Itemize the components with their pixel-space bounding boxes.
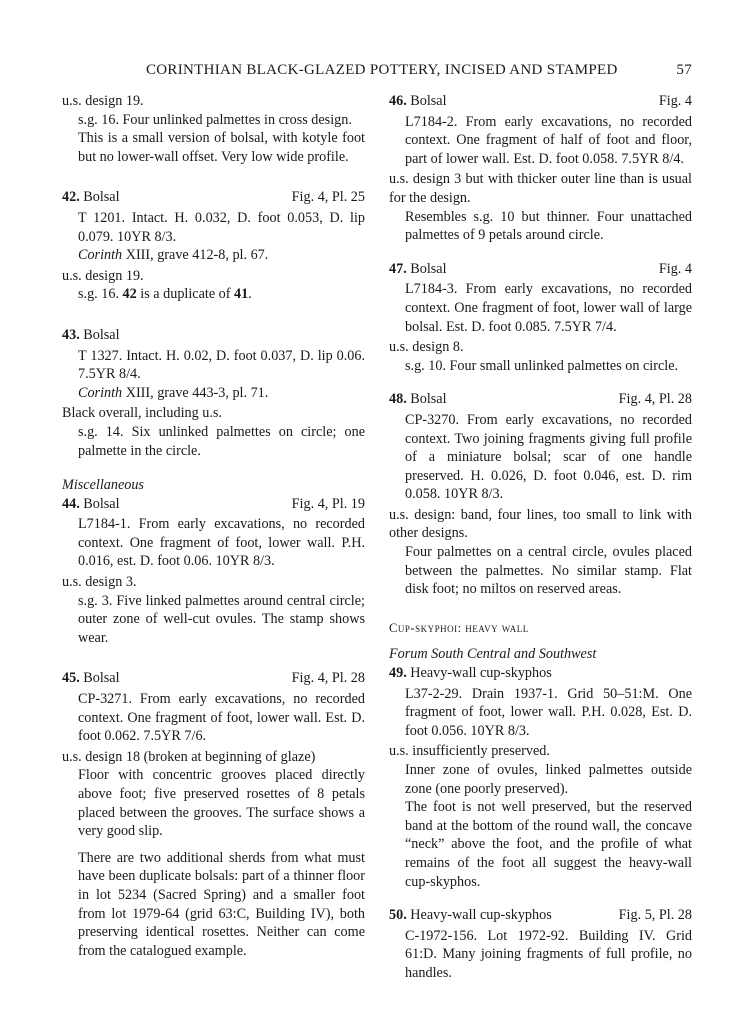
entry-42-pub-italic: Corinth xyxy=(78,247,123,264)
entry-49-desc: L37-2-29. Drain 1937-1. Grid 50–51:M. One fragment of foot, lower wall. P.H. 0.028, Est. D. foot 0.056. 10YR 8/3. xyxy=(405,685,692,739)
entry-45-us: u.s. design 18 (broken at beginning of glaze) xyxy=(62,748,316,765)
entry-44-title: Bolsal xyxy=(83,495,120,512)
entry-48-ref: Fig. 4, Pl. 28 xyxy=(618,391,692,408)
page-number: 57 xyxy=(676,62,692,78)
entry-44-label xyxy=(62,495,120,514)
entry-47-heading xyxy=(389,260,692,279)
entry-48-number: 48. xyxy=(389,391,407,408)
entry-44-ref: Fig. 4, Pl. 19 xyxy=(291,495,365,512)
section-heading-text: Cup-skyphoi: heavy wall xyxy=(389,620,529,635)
entry-50-heading xyxy=(389,906,692,925)
entry-43-label xyxy=(62,326,120,345)
entry-43-desc: T 1327. Intact. H. 0.02, D. foot 0.037, D. lip 0.06. 7.5YR 8/4. xyxy=(78,347,365,383)
entry-43-pub xyxy=(62,384,365,403)
entry-47-ref: Fig. 4 xyxy=(658,260,692,277)
entry-42-ref: Fig. 4, Pl. 25 xyxy=(291,189,365,206)
entry-45-label xyxy=(62,669,120,688)
entry-46-ref: Fig. 4 xyxy=(658,93,692,109)
entry-42-sg-b: is a duplicate of xyxy=(136,286,235,303)
entry-42-pub-rest: XIII, grave 412-8, pl. 67. xyxy=(122,247,269,264)
entry-45-heading xyxy=(62,669,365,688)
entry-42-sg-a: s.g. 16. xyxy=(78,286,123,303)
entry-48-us: u.s. design: band, four lines, too small to link with other designs. xyxy=(389,506,692,542)
entry-49-foot: The foot is not well preserved, but the reserved band at the bottom of the round wall, the concave “neck” above the foot, and the profile of what remains of the foot all suggest the heavy-wall cup-skyphos. xyxy=(405,799,692,890)
entry-47-us: u.s. design 8. xyxy=(389,339,464,356)
entry-44-us: u.s. design 3. xyxy=(62,574,137,591)
misc-heading xyxy=(62,476,365,495)
entry-46-label xyxy=(389,92,447,111)
entry-45-floor: Floor with concentric grooves placed directly above foot; five preserved rosettes of 8 petals placed between the grooves. The surface shows a very good slip. xyxy=(78,767,365,840)
entry-43-number: 43. xyxy=(62,326,80,343)
entry-50-ref: Fig. 5, Pl. 28 xyxy=(618,907,692,924)
entry-45-title: Bolsal xyxy=(83,670,120,687)
entry-44-number: 44. xyxy=(62,495,80,512)
entry-50-title: Heavy-wall cup-skyphos xyxy=(410,907,552,924)
entry-41-sg: s.g. 16. Four unlinked palmettes in cross design. xyxy=(78,111,352,128)
entry-41-note: This is a small version of bolsal, with kotyle foot but no lower-wall offset. Very low wide profile. xyxy=(78,130,365,165)
entry-41-us: u.s. design 19. xyxy=(62,93,144,109)
entry-46-desc: L7184-2. From early excavations, no recorded context. One fragment of half of foot and floor, part of lower wall. Est. D. foot 0.058. 7.5YR 8/4. xyxy=(405,113,692,167)
entry-49-number: 49. xyxy=(389,665,407,682)
entry-47-sg: s.g. 10. Four small unlinked palmettes on circle. xyxy=(405,357,679,374)
entry-46-note: Resembles s.g. 10 but thinner. Four unattached palmettes of 9 petals around circle. xyxy=(405,208,692,244)
entry-44-sg: s.g. 3. Five linked palmettes around central circle; outer zone of well-cut ovules. The stamp shows wear. xyxy=(78,592,365,646)
entry-45-extra: There are two additional sherds from what must have been duplicate bolsals: part of a thinner floor in lot 5234 (Sacred Spring) and a smaller foot from lot 1979-64 (grid 63:C, Building IV), both preserving identical rosettes. Neither can come from the catalogued example. xyxy=(78,849,365,959)
entry-42-sg-num2: 41 xyxy=(234,286,249,303)
entry-42-sg-num1: 42 xyxy=(122,286,137,303)
section-heading xyxy=(389,619,692,638)
entry-44-heading xyxy=(62,495,365,514)
entry-42-us: u.s. design 19. xyxy=(62,267,144,284)
right-column xyxy=(389,92,692,983)
entry-49-heading xyxy=(389,664,692,683)
entry-42-number: 42. xyxy=(62,189,80,206)
misc-heading-text: Miscellaneous xyxy=(62,477,144,494)
entry-48-note: Four palmettes on a central circle, ovules placed between the palmettes. No similar stamp. Flat disk foot; no miltos on reserved areas. xyxy=(405,544,692,598)
entry-42-title: Bolsal xyxy=(83,189,120,206)
entry-48-label xyxy=(389,390,447,409)
entry-42-heading xyxy=(62,188,365,207)
entry-43-sg: s.g. 14. Six unlinked palmettes on circle; one palmette in the circle. xyxy=(78,423,365,459)
entry-47-label xyxy=(389,260,447,279)
entry-49-label xyxy=(389,664,552,683)
entry-49-us: u.s. insufficiently preserved. xyxy=(389,743,550,760)
sub-heading-text: Forum South Central and Southwest xyxy=(389,646,597,663)
entry-50-desc: C-1972-156. Lot 1972-92. Building IV. Grid 61:D. Many joining fragments of full profile, no handles. xyxy=(405,927,692,981)
entry-44-desc: L7184-1. From early excavations, no recorded context. One fragment of foot, lower wall. P.H. 0.016, est. D. foot 0.06. 10YR 8/3. xyxy=(78,516,365,570)
entry-48-title: Bolsal xyxy=(410,391,447,408)
entry-49-inner: Inner zone of ovules, linked palmettes outside zone (one poorly preserved). xyxy=(405,762,692,797)
entry-43-black: Black overall, including u.s. xyxy=(62,405,222,422)
entry-42-desc: T 1201. Intact. H. 0.032, D. foot 0.053, D. lip 0.079. 10YR 8/3. xyxy=(78,209,365,245)
entry-49-title: Heavy-wall cup-skyphos xyxy=(410,665,552,682)
entry-50-label xyxy=(389,906,552,925)
entry-46-us: u.s. design 3 but with thicker outer line than is usual for the design. xyxy=(389,171,692,206)
left-column xyxy=(62,92,365,960)
entry-43-title: Bolsal xyxy=(83,326,120,343)
entry-45-number: 45. xyxy=(62,670,80,687)
entry-45-desc: CP-3271. From early excavations, no recorded context. One fragment of foot, lower wall. Est. D. foot 0.062. 7.5YR 7/6. xyxy=(78,691,365,745)
entry-43-pub-italic: Corinth xyxy=(78,384,123,401)
entry-42-label xyxy=(62,188,120,207)
entry-43-heading xyxy=(62,326,365,345)
entry-46-number: 46. xyxy=(389,93,407,109)
sub-heading xyxy=(389,645,692,664)
entry-47-title: Bolsal xyxy=(410,260,447,277)
running-title: CORINTHIAN BLACK-GLAZED POTTERY, INCISED AND STAMPED xyxy=(146,62,618,78)
entry-42-pub xyxy=(62,246,365,265)
entry-42-sg-c: . xyxy=(248,286,252,303)
entry-46-heading xyxy=(389,92,692,111)
entry-47-number: 47. xyxy=(389,260,407,277)
entry-43-pub-rest: XIII, grave 443-3, pl. 71. xyxy=(122,384,269,401)
entry-48-desc: CP-3270. From early excavations, no recorded context. Two joining fragments giving full profile of a miniature bolsal; scar of one handle preserved. H. 0.026, D. foot 0.046, est. D. rim 0.058. 10YR 8/3. xyxy=(405,411,692,503)
entry-46-title: Bolsal xyxy=(410,93,447,109)
entry-42-sg xyxy=(62,285,365,304)
entry-45-ref: Fig. 4, Pl. 28 xyxy=(291,670,365,687)
entry-48-heading xyxy=(389,390,692,409)
page-header xyxy=(100,62,700,82)
entry-50-number: 50. xyxy=(389,907,407,924)
entry-47-desc: L7184-3. From early excavations, no recorded context. One fragment of foot, lower wall of large bolsal. Est. D. foot 0.085. 7.5YR 7/4. xyxy=(405,281,692,335)
